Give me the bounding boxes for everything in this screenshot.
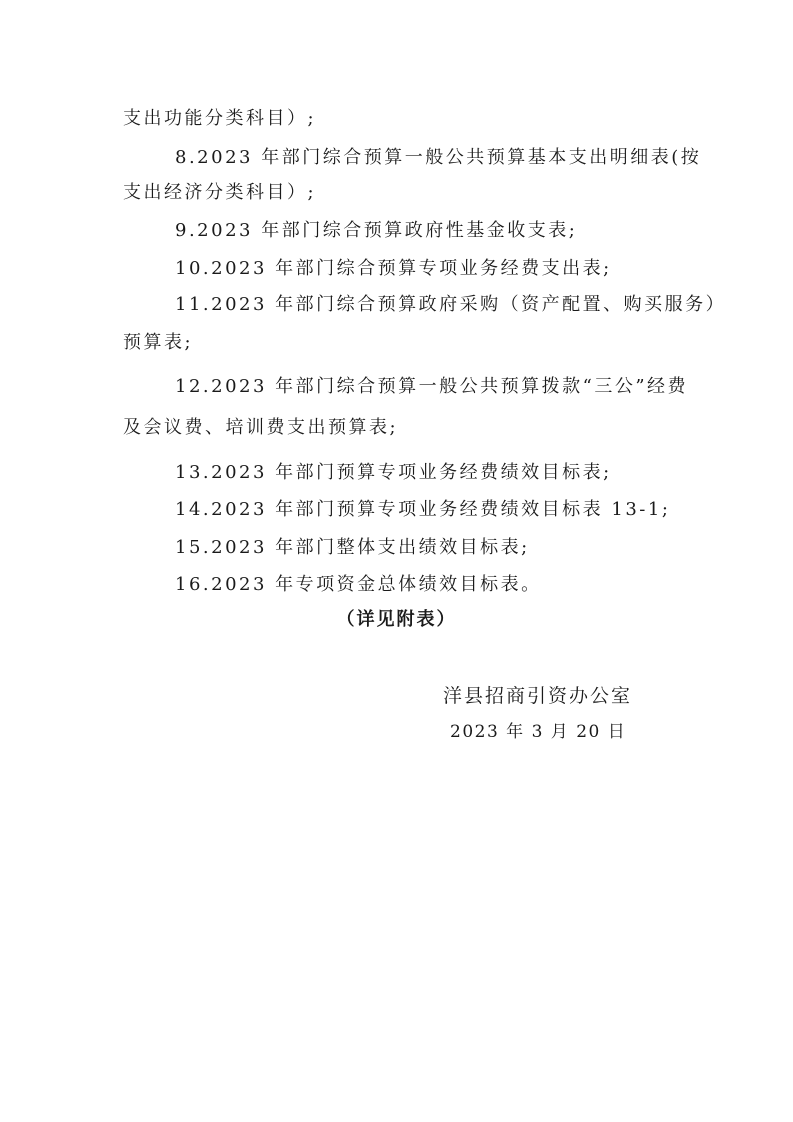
list-item: 支出经济分类科目）; (123, 182, 317, 203)
list-item: 16.2023 年专项资金总体绩效目标表。 (175, 574, 542, 595)
list-item: 15.2023 年部门整体支出绩效目标表; (175, 537, 530, 558)
list-item: 13.2023 年部门预算专项业务经费绩效目标表; (175, 462, 612, 483)
signature-organization: 洋县招商引资办公室 (443, 685, 633, 707)
list-item: 及会议费、培训费支出预算表; (123, 417, 399, 438)
list-item: 9.2023 年部门综合预算政府性基金收支表; (175, 220, 578, 241)
list-item: 12.2023 年部门综合预算一般公共预算拨款“三公”经费 (175, 376, 689, 397)
signature-date: 2023 年 3 月 20 日 (450, 722, 627, 742)
attachment-note: （详见附表） (336, 609, 457, 630)
list-item: 10.2023 年部门综合预算专项业务经费支出表; (175, 258, 612, 279)
list-item: 8.2023 年部门综合预算一般公共预算基本支出明细表(按 (175, 147, 702, 168)
list-item: 支出功能分类科目）; (123, 108, 317, 129)
list-item: 预算表; (123, 332, 194, 353)
list-item: 14.2023 年部门预算专项业务经费绩效目标表 13-1; (175, 499, 671, 520)
list-item: 11.2023 年部门综合预算政府采购（资产配置、购买服务） (175, 294, 727, 315)
